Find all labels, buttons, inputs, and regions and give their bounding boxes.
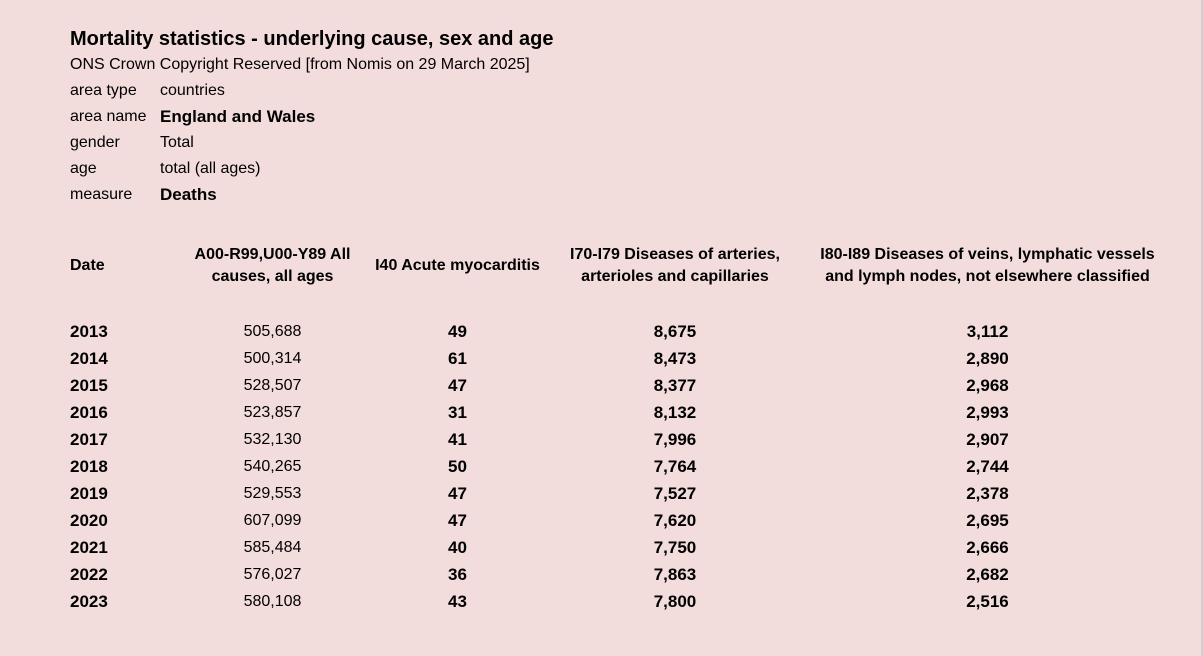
table-body [70, 301, 1165, 615]
table-cell: 2,890 [966, 348, 1009, 368]
table-cell: 7,863 [653, 564, 697, 584]
meta-row [70, 78, 1190, 104]
column-header: I40 Acute myocarditis [375, 257, 540, 274]
meta-list [70, 78, 1190, 208]
meta-value: Total [160, 134, 194, 151]
table-cell: 47 [448, 375, 467, 395]
meta-label: area type [70, 82, 137, 99]
table-row [70, 507, 1165, 534]
table-cell: 2,744 [966, 456, 1009, 476]
table-cell: 528,507 [243, 376, 302, 394]
table-cell: 7,996 [653, 429, 697, 449]
table-cell: 2,666 [966, 537, 1009, 557]
table-row [70, 453, 1165, 480]
table-cell: 580,108 [243, 592, 302, 610]
table-cell: 7,527 [653, 483, 697, 503]
table-cell: 2,695 [966, 510, 1009, 530]
table-cell: 505,688 [243, 322, 302, 340]
table-row [70, 426, 1165, 453]
table-cell: 2,682 [966, 564, 1009, 584]
meta-row [70, 130, 1190, 156]
table-row [70, 534, 1165, 561]
table-cell: 532,130 [243, 430, 302, 448]
meta-value: total (all ages) [160, 160, 261, 177]
table-cell: 540,265 [243, 457, 302, 475]
column-header: A00-R99,U00-Y89 All causes, all ages [194, 246, 351, 285]
table-cell: 2,993 [966, 402, 1009, 422]
table-cell: 8,377 [653, 375, 697, 395]
table-cell: 2,378 [966, 483, 1009, 503]
table-cell: 2014 [70, 348, 108, 368]
column-header: I80-I89 Diseases of veins, lymphatic vessels and lymph nodes, not elsewhere classified [820, 246, 1155, 285]
table-row [70, 372, 1165, 399]
table-cell: 8,675 [653, 321, 697, 341]
data-table [70, 231, 1165, 615]
table-cell: 2,907 [966, 429, 1009, 449]
table-cell: 50 [448, 456, 467, 476]
table-row [70, 345, 1165, 372]
table-cell: 7,620 [653, 510, 697, 530]
table-cell: 2019 [70, 483, 108, 503]
meta-label: age [70, 160, 97, 177]
table-cell: 585,484 [243, 538, 302, 556]
meta-value: countries [160, 82, 225, 99]
table-cell: 49 [448, 321, 467, 341]
meta-row [70, 156, 1190, 182]
table-cell: 7,750 [653, 537, 697, 557]
table-cell: 2,516 [966, 591, 1009, 611]
table-cell: 2015 [70, 375, 108, 395]
table-row [70, 588, 1165, 615]
table-cell: 3,112 [966, 321, 1009, 341]
table-row [70, 399, 1165, 426]
meta-row [70, 182, 1190, 208]
table-cell: 47 [448, 510, 467, 530]
table-cell: 529,553 [243, 484, 302, 502]
table-cell: 2023 [70, 591, 108, 611]
column-header: Date [70, 257, 105, 274]
report-header [70, 26, 1190, 208]
page-title: Mortality statistics - underlying cause, sex and age [70, 28, 554, 50]
table-row [70, 480, 1165, 507]
table-cell: 36 [448, 564, 467, 584]
meta-label: area name [70, 108, 147, 125]
table-cell: 576,027 [243, 565, 302, 583]
table-row [70, 561, 1165, 588]
meta-value: England and Wales [160, 107, 316, 126]
table-cell: 2013 [70, 321, 108, 341]
table-cell: 500,314 [243, 349, 302, 367]
table-cell: 2022 [70, 564, 108, 584]
table-cell: 8,473 [653, 348, 697, 368]
table-cell: 2021 [70, 537, 108, 557]
table-cell: 31 [448, 402, 467, 422]
meta-row [70, 104, 1190, 130]
table-cell: 47 [448, 483, 467, 503]
column-header: I70-I79 Diseases of arteries, arterioles and capillaries [570, 246, 780, 285]
table-cell: 43 [448, 591, 467, 611]
table-cell: 61 [448, 348, 467, 368]
table-cell: 2020 [70, 510, 108, 530]
table-cell: 8,132 [653, 402, 697, 422]
meta-label: gender [70, 134, 120, 151]
meta-value: Deaths [160, 185, 217, 204]
meta-label: measure [70, 186, 133, 203]
table-header-row [70, 231, 1165, 301]
table-cell: 607,099 [243, 511, 302, 529]
table-cell: 40 [448, 537, 467, 557]
table-cell: 2018 [70, 456, 108, 476]
table-cell: 523,857 [243, 403, 302, 421]
table-cell: 7,800 [653, 591, 697, 611]
table-cell: 2017 [70, 429, 108, 449]
source-note: ONS Crown Copyright Reserved [from Nomis on 29 March 2025] [70, 56, 530, 73]
table-cell: 7,764 [653, 456, 697, 476]
table-cell: 41 [448, 429, 467, 449]
table-row [70, 318, 1165, 345]
table-cell: 2,968 [966, 375, 1009, 395]
table-cell: 2016 [70, 402, 108, 422]
